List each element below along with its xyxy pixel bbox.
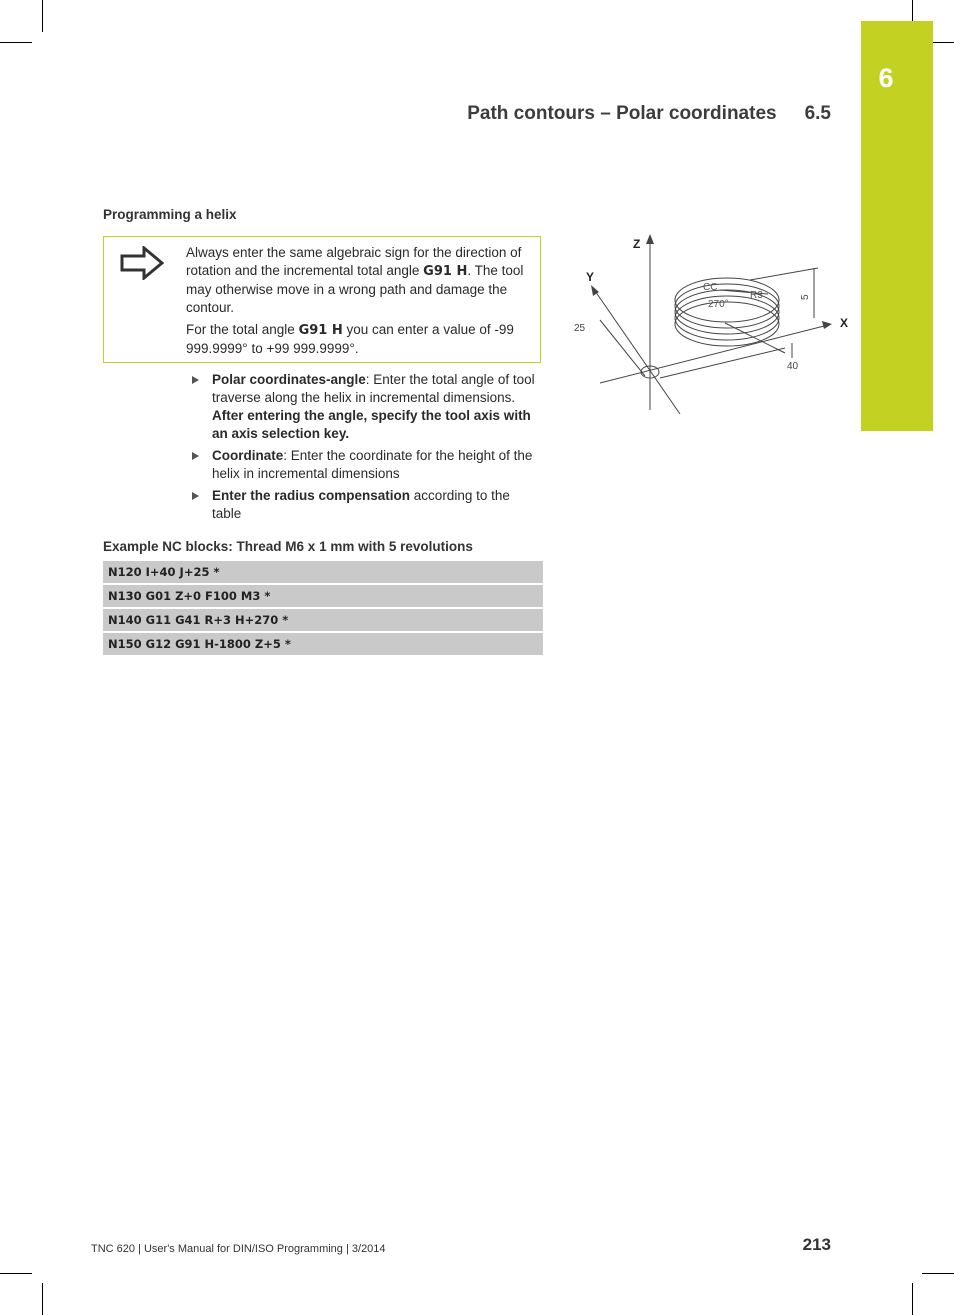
bullet-arrow-icon xyxy=(192,452,199,460)
dimension-label-y: 25 xyxy=(574,323,586,334)
label-cc: CC xyxy=(703,282,718,293)
list-item xyxy=(192,371,542,443)
list-item xyxy=(192,487,542,523)
step-key: Enter the radius compensation xyxy=(212,488,411,503)
crop-mark xyxy=(922,1273,954,1274)
step-text: : Enter the coordinate for the height of the helix in incremental dimensions xyxy=(212,448,533,481)
dimension-label-x: 40 xyxy=(787,361,799,372)
step-key: Coordinate xyxy=(212,448,284,463)
note-text-run: For the total angle xyxy=(186,322,299,337)
note-text xyxy=(186,244,532,362)
helix-ring xyxy=(675,290,779,334)
note-code: G91 H xyxy=(423,264,468,279)
running-header xyxy=(467,103,831,125)
nc-blocks-table xyxy=(103,561,543,657)
section-title: Programming a helix xyxy=(103,207,237,222)
chapter-number: 6 xyxy=(878,63,894,93)
label-r3: R3 xyxy=(750,290,763,301)
crop-mark xyxy=(0,1273,32,1274)
dimension-line xyxy=(750,268,818,280)
x-axis-arrowhead xyxy=(822,321,832,329)
step-emphasis: After entering the angle, specify the tool axis with an axis selection key. xyxy=(212,408,531,441)
crop-mark xyxy=(42,0,43,32)
bullet-arrow-icon xyxy=(192,492,199,500)
bullet-arrow-icon xyxy=(192,376,199,384)
note-text-run: . The tool may otherwise move in a wrong path and damage the contour. xyxy=(186,263,524,315)
page-number: 213 xyxy=(802,1235,831,1254)
table-row: N130 G01 Z+0 F100 M3 * xyxy=(103,585,543,607)
chapter-tab xyxy=(861,21,933,431)
footer-text: TNC 620 | User's Manual for DIN/ISO Programming | 3/2014 xyxy=(91,1243,386,1255)
note-text-run: you can enter a value of -99 999.9999° to +99 999.9999°. xyxy=(186,322,514,356)
axis-label-x: X xyxy=(840,316,849,330)
note-box xyxy=(103,236,541,363)
note-code: G91 H xyxy=(298,323,343,338)
dimension-label-height: 5 xyxy=(800,294,811,300)
list-item xyxy=(192,447,542,483)
table-row: N120 I+40 J+25 * xyxy=(103,561,543,583)
header-section-number: 6.5 xyxy=(804,103,831,124)
table-row: N140 G11 G41 R+3 H+270 * xyxy=(103,609,543,631)
crop-mark xyxy=(0,42,32,43)
step-text: : Enter the total angle of tool traverse along the helix in incremental dimensions. xyxy=(212,372,535,405)
header-title: Path contours – Polar coordinates xyxy=(467,103,777,124)
note-paragraph xyxy=(186,244,532,317)
note-text-run: Always enter the same algebraic sign for the direction of rotation and the incremental total angle xyxy=(186,245,522,278)
crop-mark xyxy=(42,1283,43,1315)
dimension-line xyxy=(600,320,645,376)
example-title: Example NC blocks: Thread M6 x 1 mm with 5 revolutions xyxy=(103,539,473,554)
z-axis-arrowhead xyxy=(646,234,654,244)
crop-mark xyxy=(912,1283,913,1315)
step-key: Polar coordinates-angle xyxy=(212,372,366,387)
right-arrow-icon xyxy=(120,246,164,280)
axis-label-z: Z xyxy=(633,237,641,251)
note-paragraph xyxy=(186,321,532,358)
label-angle: 270° xyxy=(708,299,729,310)
step-text: according to the table xyxy=(212,488,510,521)
step-list xyxy=(192,371,542,527)
axis-label-y: Y xyxy=(586,270,595,284)
helix-figure xyxy=(570,228,860,418)
y-axis xyxy=(593,288,680,414)
table-row: N150 G12 G91 H-1800 Z+5 * xyxy=(103,633,543,655)
